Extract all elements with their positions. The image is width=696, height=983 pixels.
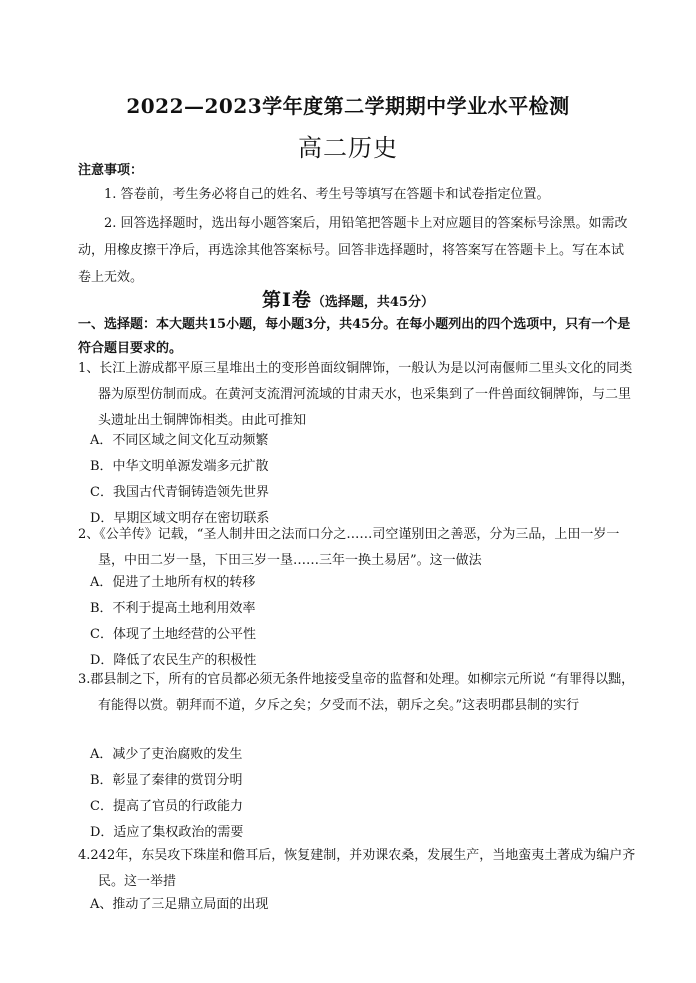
option: B．不利于提高土地利用效率 [90, 601, 256, 616]
question-2 [78, 522, 638, 574]
question-stem: 2、《公羊传》记载，“圣人制井田之法而口分之……司空谨别田之善恶，分为三品，上田一岁一垦，中田二岁一垦，下田三岁一垦……三年一换土易居”。这一做法 [78, 527, 620, 568]
notice-label: 注意事项： [78, 163, 144, 178]
option: A．减少了吏治腐败的发生 [90, 747, 243, 762]
option: A．促进了土地所有权的转移 [90, 575, 256, 590]
section-instruction: 一、选择题：本大题共15小题，每小题3分，共45分。在每小题列出的四个选项中，只有一个是符合题目要求的。 [78, 317, 631, 356]
question-3 [78, 667, 638, 719]
question-4 [78, 843, 638, 895]
question-stem: 4.242年，东吴攻下珠崖和儋耳后，恢复建制，并劝课农桑，发展生产，当地蛮夷土著成为编户齐民。这一举措 [78, 848, 636, 889]
option: B．中华文明单源发端多元扩散 [90, 459, 269, 474]
option: A．不同区域之间文化互动频繁 [90, 433, 269, 448]
section-title: 第Ⅰ卷 [262, 289, 312, 311]
option: B．彰显了秦律的赏罚分明 [90, 773, 243, 788]
notice-item: 2. 回答选择题时，选出每小题答案后，用铅笔把答题卡上对应题目的答案标号涂黑。如需改动，用橡皮擦干净后，再选涂其他答案标号。回答非选择题时，将答案写在答题卡上。写在本试卷上无效。 [78, 216, 628, 285]
option: A、推动了三足鼎立局面的出现 [90, 897, 269, 912]
option: C．提高了官员的行政能力 [90, 799, 243, 814]
section-heading [0, 285, 696, 312]
option: D．早期区域文明存在密切联系 [90, 511, 270, 526]
question-stem: 3.郡县制之下，所有的官员都必须无条件地接受皇帝的监督和处理。如柳宗元所说 “有罪得以黜，有能得以赏。朝拜而不道，夕斥之矣；夕受而不法，朝斥之矣。”这表明郡县制的实行 [78, 672, 635, 713]
question-1 [78, 356, 638, 434]
subject-title: 高二历史 [298, 134, 398, 162]
option: D．适应了集权政治的需要 [90, 825, 244, 840]
option: C．我国古代青铜铸造领先世界 [90, 485, 269, 500]
question-stem: 1、长江上游成都平原三星堆出土的变形兽面纹铜牌饰，一般认为是以河南偃师二里头文化的同类器为原型仿制而成。在黄河支流渭河流域的甘肃天水，也采集到了一件兽面纹铜牌饰，与二里头遗址出土铜牌饰相类。由此可推知 [78, 361, 633, 428]
option: C．体现了土地经营的公平性 [90, 627, 256, 642]
notice-item: 1. 答卷前，考生务必将自己的姓名、考生号等填写在答题卡和试卷指定位置。 [104, 187, 550, 202]
section-note: （选择题，共45分） [311, 295, 434, 310]
option: D．降低了农民生产的积极性 [90, 653, 257, 668]
exam-title: 2022—2023学年度第二学期期中学业水平检测 [126, 94, 570, 118]
